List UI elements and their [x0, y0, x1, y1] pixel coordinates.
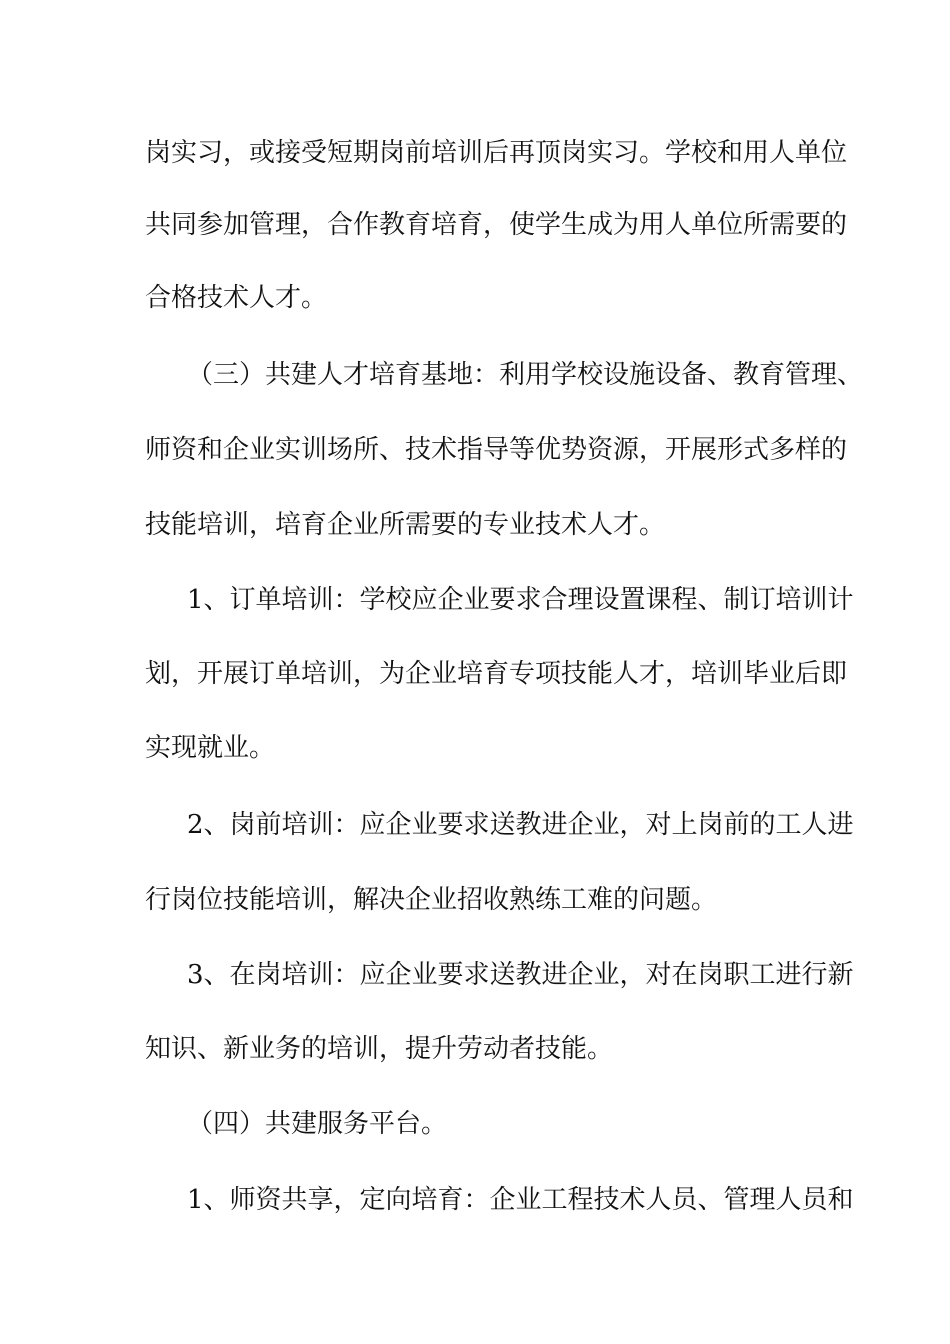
- text-line-6: 技能培训，培育企业所需要的专业技术人才。: [145, 510, 666, 540]
- text-line-3: 合格技术人才。: [145, 283, 328, 313]
- list-item-1-order-training: 1、订单培训：学校应企业要求合理设置课程、制订培训计: [187, 585, 854, 615]
- text-line-2: 共同参加管理，合作教育培育，使学生成为用人单位所需要的: [145, 210, 848, 240]
- text-line-11: 行岗位技能培训，解决企业招收熟练工难的问题。: [145, 885, 718, 915]
- section-heading-3: （三）共建人才培育基地：利用学校设施设备、教育管理、: [187, 360, 864, 390]
- text-line-9: 实现就业。: [145, 733, 276, 763]
- list-item-2-pre-job-training: 2、岗前培训：应企业要求送教进企业，对上岗前的工人进: [187, 810, 854, 840]
- text-line-1: 岗实习，或接受短期岗前培训后再顶岗实习。学校和用人单位: [145, 138, 848, 168]
- text-line-8: 划，开展订单培训，为企业培育专项技能人才，培训毕业后即: [145, 659, 848, 689]
- list-item-1-teacher-sharing: 1、师资共享，定向培育：企业工程技术人员、管理人员和: [187, 1185, 854, 1215]
- list-item-3-on-job-training: 3、在岗培训：应企业要求送教进企业，对在岗职工进行新: [187, 960, 854, 990]
- text-line-13: 知识、新业务的培训，提升劳动者技能。: [145, 1034, 614, 1064]
- section-heading-4: （四）共建服务平台。: [187, 1109, 448, 1139]
- text-line-5: 师资和企业实训场所、技术指导等优势资源，开展形式多样的: [145, 435, 848, 465]
